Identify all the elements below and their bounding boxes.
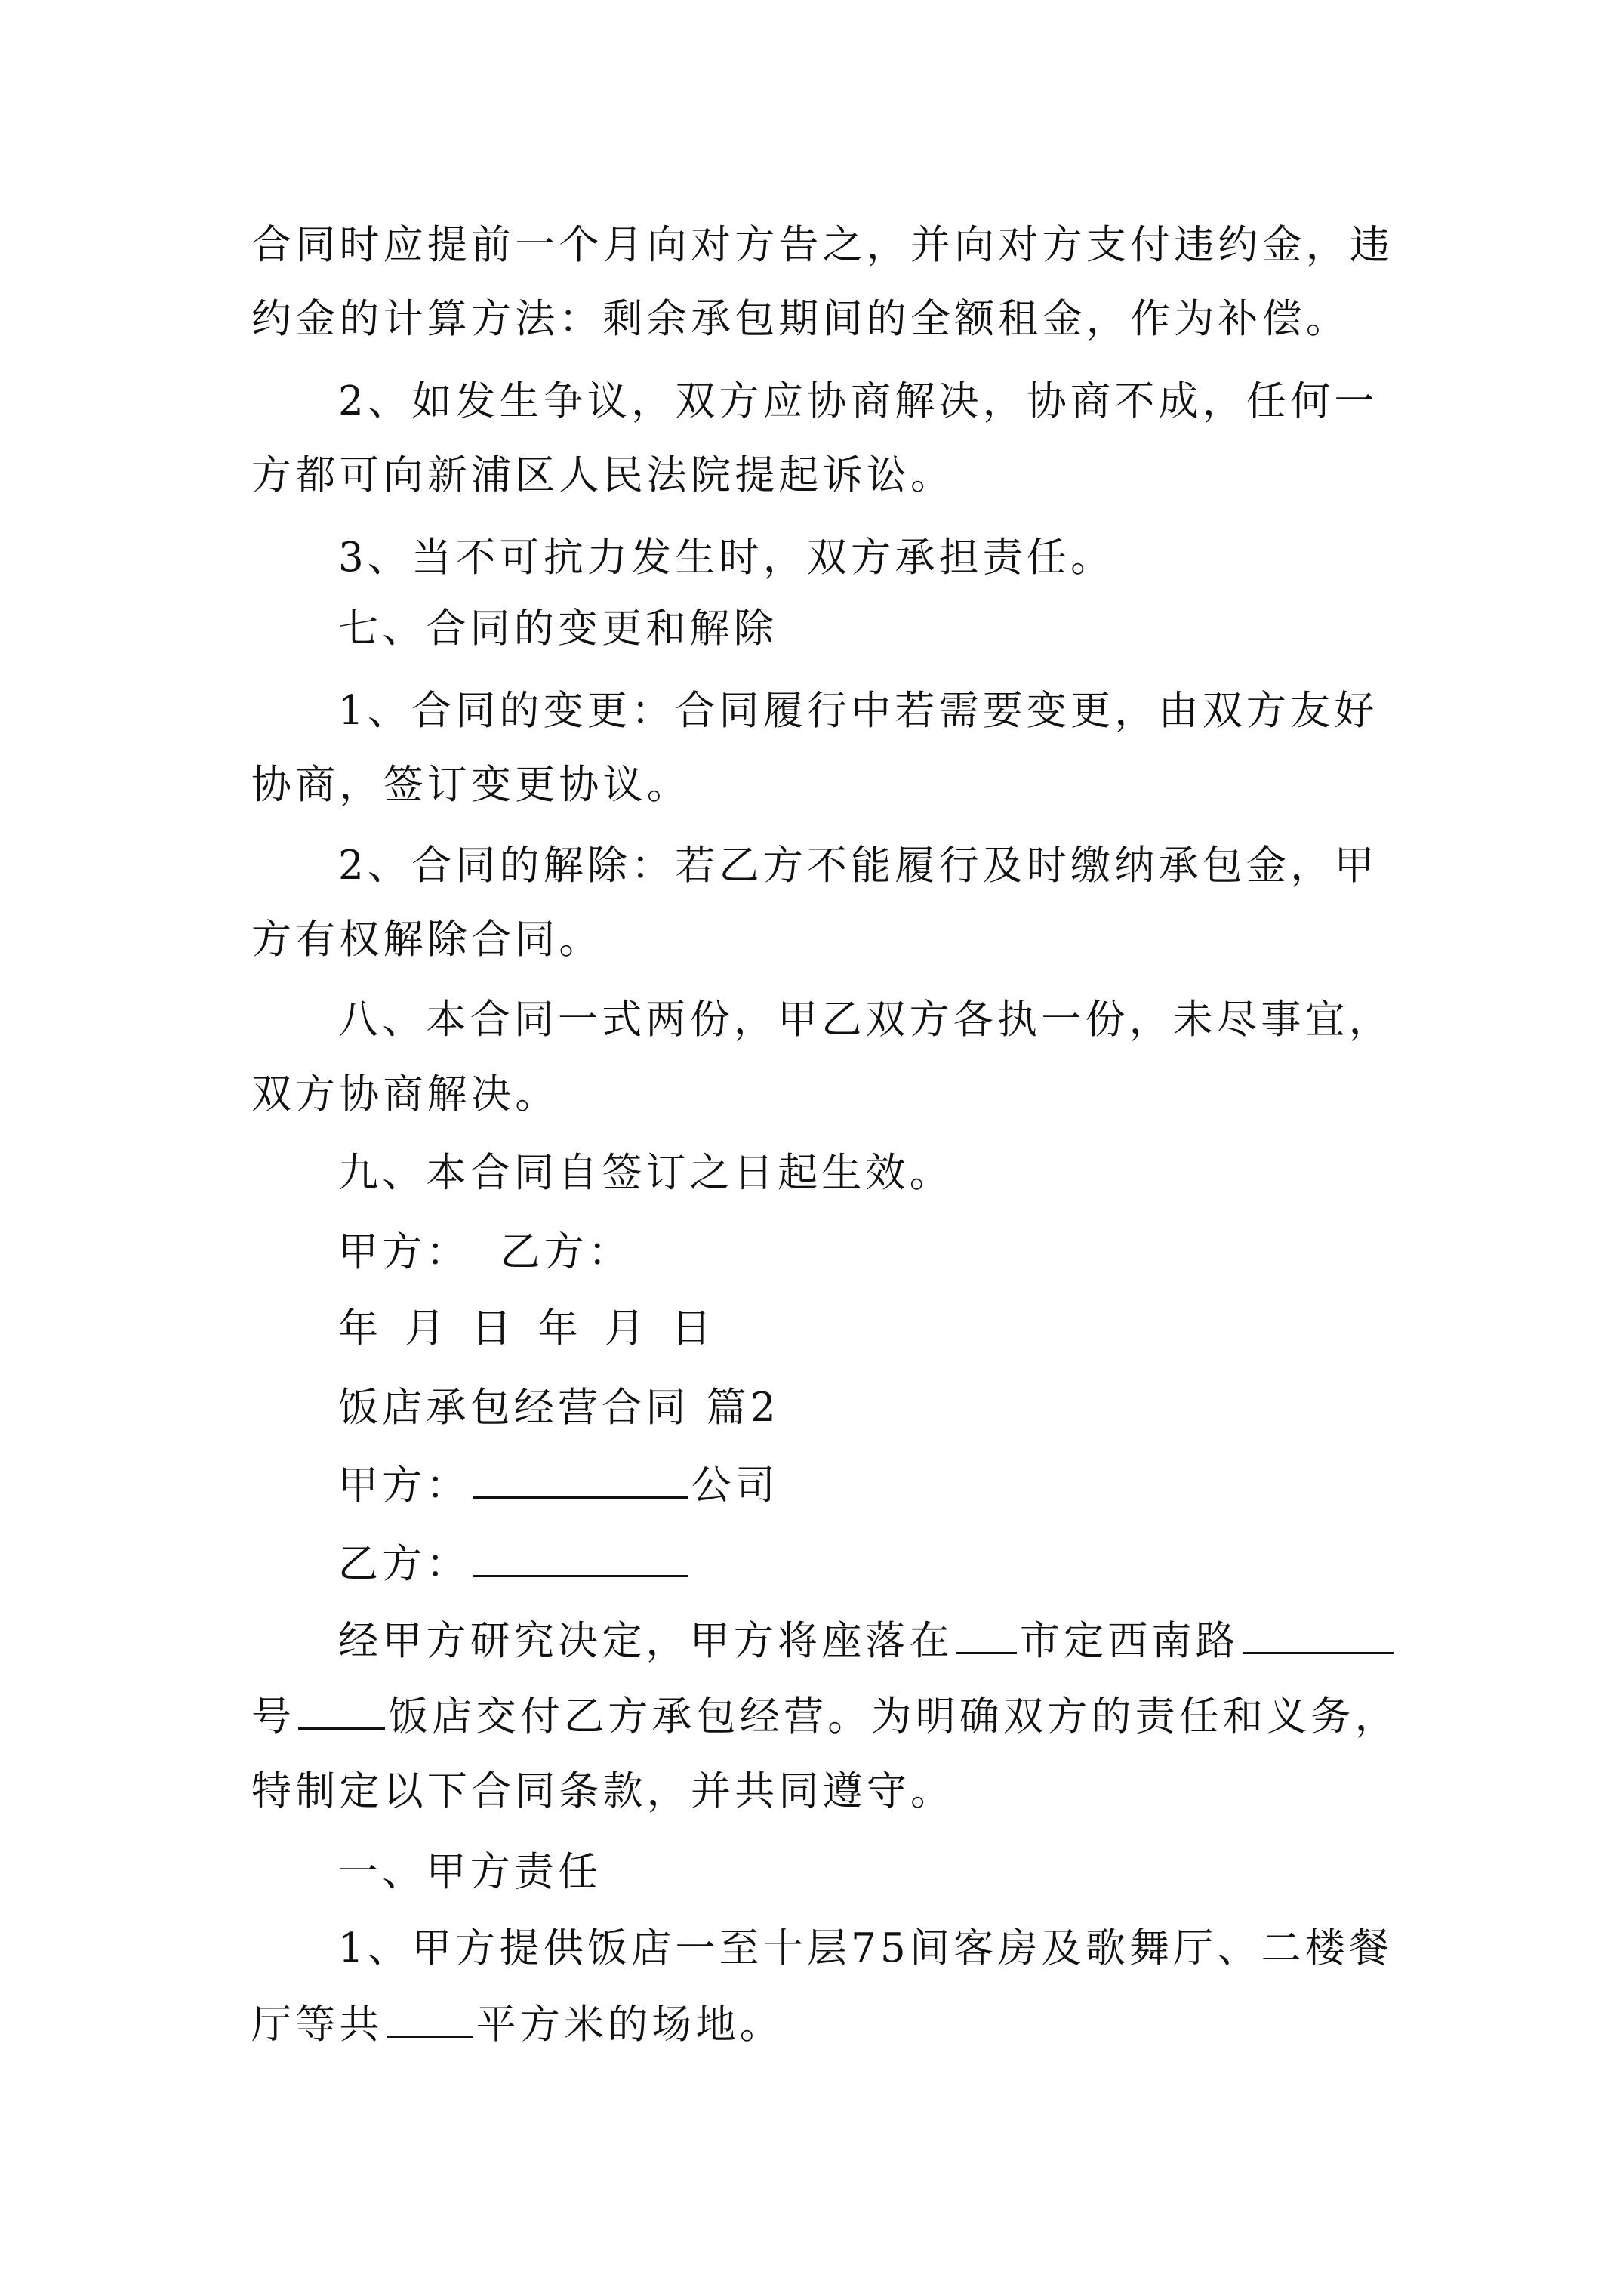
section-heading: 一、甲方责任 xyxy=(338,1849,602,1895)
text-line: 方都可向新浦区人民法院提起诉讼。 xyxy=(251,452,955,498)
text-line: 1、甲方提供饭店一至十层75间客房及歌舞厅、二楼餐 xyxy=(338,1925,1394,1971)
party-a-label: 甲方： xyxy=(338,1462,470,1509)
text-line: 特制定以下合同条款，并共同遵守。 xyxy=(251,1768,955,1814)
text-line: 九、本合同自签订之日起生效。 xyxy=(338,1150,953,1196)
clause-text: 平方米的场地。 xyxy=(476,2002,784,2048)
date-year: 年 xyxy=(537,1305,582,1351)
clause-text: 厅等共 xyxy=(251,2002,383,2048)
signature-line xyxy=(338,1226,632,1279)
text-line: 合同时应提前一个月向对方告之，并向对方支付违约金，违 xyxy=(251,222,1394,268)
intro-line-1 xyxy=(338,1614,1397,1668)
fill-blank xyxy=(387,1998,473,2038)
intro-line-2 xyxy=(251,1690,1399,1743)
intro-text: 饭店交付乙方承包经营。为明确双方的责任和义务， xyxy=(388,1693,1399,1740)
section-title: 饭店承包经营合同 篇2 xyxy=(338,1385,780,1431)
date-day: 日 xyxy=(471,1305,516,1351)
intro-text: 经甲方研究决定，甲方将座落在 xyxy=(338,1618,953,1664)
text-line: 3、当不可抗力发生时，双方承担责任。 xyxy=(338,535,1115,581)
text-line: 协商，签订变更协议。 xyxy=(251,762,691,808)
party-a-suffix: 公司 xyxy=(691,1462,780,1509)
clause-line xyxy=(251,1998,784,2051)
date-day: 日 xyxy=(671,1305,716,1351)
text-line: 双方协商解决。 xyxy=(251,1071,559,1117)
fill-blank xyxy=(956,1614,1017,1654)
intro-text: 号 xyxy=(251,1693,296,1740)
party-b-line xyxy=(338,1537,691,1591)
text-line: 2、如发生争议，双方应协商解决，协商不成，任何一 xyxy=(338,378,1378,424)
date-month: 月 xyxy=(604,1305,649,1351)
fill-blank xyxy=(473,1537,688,1577)
text-line: 八、本合同一式两份，甲乙双方各执一份，未尽事宜， xyxy=(338,997,1393,1043)
date-year: 年 xyxy=(338,1305,383,1351)
text-line: 方有权解除合同。 xyxy=(251,917,603,963)
fill-blank xyxy=(1243,1614,1394,1654)
party-a-line xyxy=(338,1459,779,1512)
text-line: 约金的计算方法：剩余承包期间的全额租金，作为补偿。 xyxy=(251,296,1350,342)
fill-blank xyxy=(298,1690,385,1730)
date-month: 月 xyxy=(405,1305,449,1351)
text-line: 2、合同的解除：若乙方不能履行及时缴纳承包金，甲 xyxy=(338,843,1378,889)
intro-text: 市定西南路 xyxy=(1019,1618,1240,1664)
party-b-label: 乙方： xyxy=(338,1541,470,1587)
party-a-sign-label: 甲方： xyxy=(338,1229,470,1275)
fill-blank xyxy=(473,1459,688,1499)
text-line: 1、合同的变更：合同履行中若需要变更，由双方友好 xyxy=(338,688,1378,734)
section-heading: 七、合同的变更和解除 xyxy=(338,606,778,652)
date-line xyxy=(338,1302,715,1355)
party-b-sign-label: 乙方： xyxy=(500,1229,633,1275)
